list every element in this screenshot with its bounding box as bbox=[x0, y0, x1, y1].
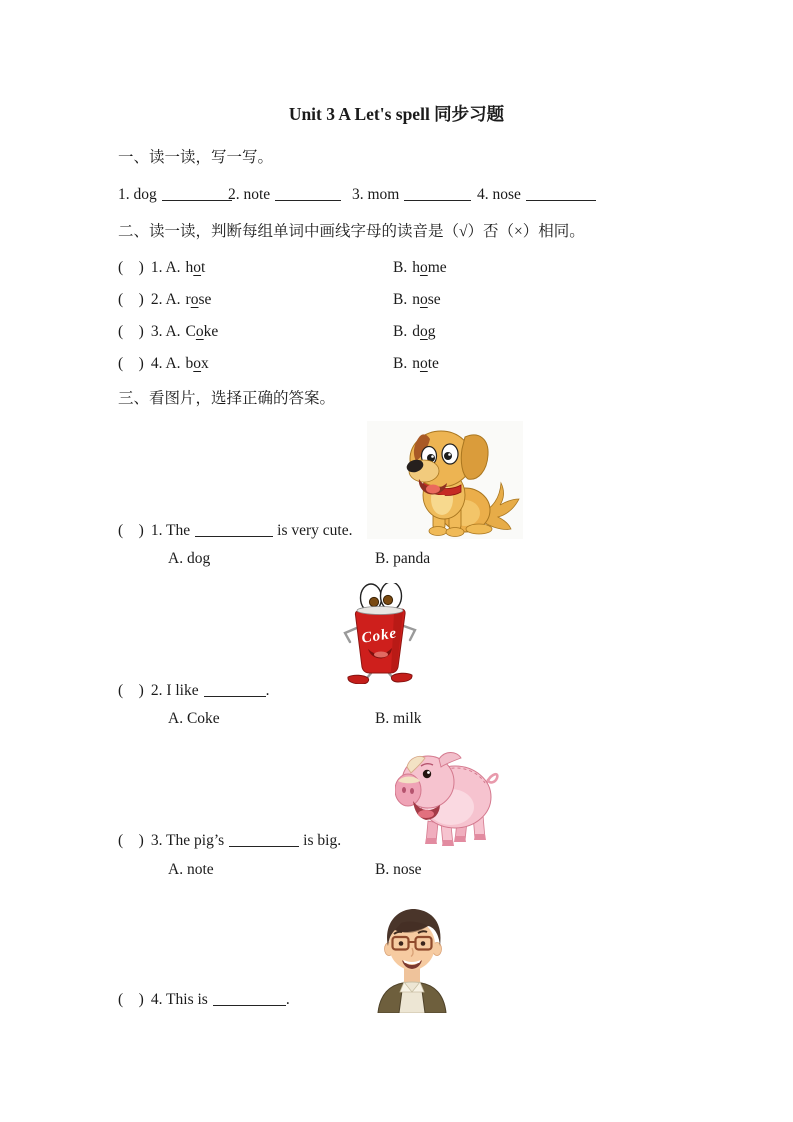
question-3-pre: 3. The pig’s bbox=[150, 832, 225, 849]
answer-paren: ( ) bbox=[118, 682, 144, 699]
question-2-pre: 2. I like bbox=[150, 682, 199, 699]
answer-paren: ( ) bbox=[118, 991, 144, 1008]
answer-paren: ( ) bbox=[118, 291, 144, 308]
write-item-1-blank bbox=[162, 199, 232, 201]
word-a: rose bbox=[185, 291, 212, 308]
dog-image bbox=[367, 421, 523, 539]
question-4-blank bbox=[213, 1004, 286, 1006]
write-item-2 bbox=[228, 185, 345, 205]
section2-heading: 二、读一读，判断每组单词中画线字母的读音是（√）否（×）相同。 bbox=[118, 223, 585, 240]
write-item-4-label: 4. nose bbox=[477, 186, 521, 203]
question-1-options bbox=[168, 549, 430, 569]
sound-pair-row-4 bbox=[118, 354, 439, 374]
option-a: A. note bbox=[168, 861, 214, 878]
section3-heading: 三、看图片，选择正确的答案。 bbox=[118, 390, 336, 407]
word-b: nose bbox=[412, 291, 441, 308]
section1-heading: 一、读一读，写一写。 bbox=[118, 149, 274, 166]
man-image bbox=[359, 904, 465, 1013]
write-item-4-blank bbox=[526, 199, 596, 201]
option-b-prefix: B. bbox=[393, 259, 408, 276]
option-a-prefix: 1. A. bbox=[150, 259, 181, 276]
question-2-post: . bbox=[265, 682, 270, 699]
question-1-post: is very cute. bbox=[277, 522, 353, 539]
option-b-prefix: B. bbox=[393, 323, 408, 340]
question-1-blank bbox=[195, 535, 273, 537]
worksheet-title: Unit 3 A Let's spell 同步习题 bbox=[288, 104, 505, 124]
word-b-cell bbox=[393, 290, 441, 310]
question-3-blank bbox=[229, 845, 299, 847]
question-4 bbox=[118, 990, 290, 1010]
question-3-post: is big. bbox=[303, 832, 342, 849]
word-b: note bbox=[412, 355, 439, 372]
coke-label: Coke bbox=[360, 625, 399, 647]
option-a: A. dog bbox=[168, 550, 211, 567]
write-item-2-blank bbox=[275, 199, 341, 201]
write-item-3-blank bbox=[404, 199, 471, 201]
option-b-prefix: B. bbox=[393, 355, 408, 372]
question-1 bbox=[118, 521, 352, 541]
word-a: Coke bbox=[185, 323, 219, 340]
coke-can-image bbox=[334, 583, 426, 684]
word-a: box bbox=[185, 355, 209, 372]
question-2 bbox=[118, 681, 269, 701]
word-b: dog bbox=[412, 323, 436, 340]
question-3 bbox=[118, 831, 341, 851]
write-item-3-label: 3. mom bbox=[352, 186, 400, 203]
option-a-prefix: 4. A. bbox=[150, 355, 181, 372]
option-b-prefix: B. bbox=[393, 291, 408, 308]
question-2-options bbox=[168, 709, 422, 729]
word-a: hot bbox=[185, 259, 206, 276]
pig-image bbox=[395, 737, 499, 850]
word-b-cell bbox=[393, 258, 447, 278]
write-item-3 bbox=[352, 185, 475, 205]
option-b: B. panda bbox=[375, 550, 431, 567]
question-4-post: . bbox=[285, 991, 290, 1008]
sound-pair-row-3 bbox=[118, 322, 436, 342]
word-b: home bbox=[412, 259, 447, 276]
option-a-prefix: 2. A. bbox=[150, 291, 181, 308]
answer-paren: ( ) bbox=[118, 259, 144, 276]
answer-paren: ( ) bbox=[118, 832, 144, 849]
question-4-pre: 4. This is bbox=[150, 991, 208, 1008]
option-b: B. milk bbox=[375, 710, 422, 727]
question-1-pre: 1. The bbox=[150, 522, 191, 539]
option-a-prefix: 3. A. bbox=[150, 323, 181, 340]
sound-pair-row-1 bbox=[118, 258, 447, 278]
word-b-cell bbox=[393, 354, 439, 374]
sound-pair-row-2 bbox=[118, 290, 441, 310]
answer-paren: ( ) bbox=[118, 355, 144, 372]
write-item-4 bbox=[477, 185, 600, 205]
write-item-2-label: 2. note bbox=[228, 186, 271, 203]
word-b-cell bbox=[393, 322, 435, 342]
option-a: A. Coke bbox=[168, 710, 220, 727]
option-b: B. nose bbox=[375, 861, 422, 878]
answer-paren: ( ) bbox=[118, 323, 144, 340]
answer-paren: ( ) bbox=[118, 522, 144, 539]
question-2-blank bbox=[204, 695, 266, 697]
write-item-1-label: 1. dog bbox=[118, 186, 157, 203]
write-item-1 bbox=[118, 185, 236, 205]
question-3-options bbox=[168, 860, 422, 880]
